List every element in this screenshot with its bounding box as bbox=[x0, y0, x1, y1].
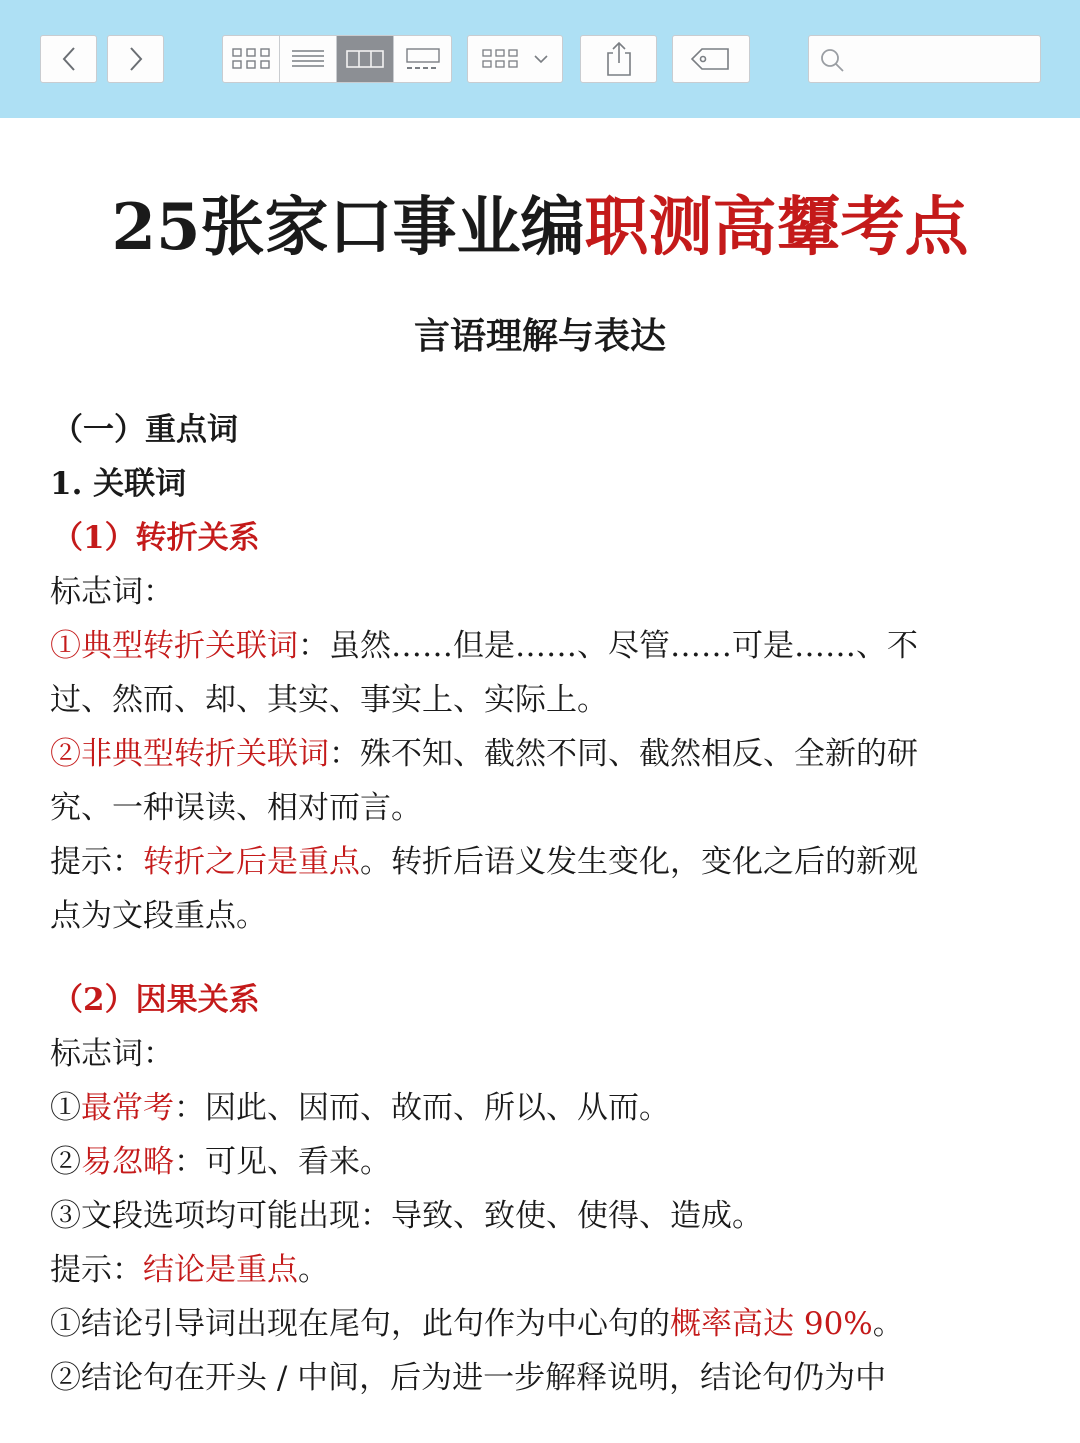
tip-highlight: 转折之后是重点 bbox=[143, 844, 360, 880]
heading-contrast: （1）转折关系 bbox=[52, 520, 260, 556]
back-button[interactable] bbox=[40, 35, 97, 83]
icon-view-button[interactable] bbox=[223, 36, 280, 82]
list-view-button[interactable] bbox=[280, 36, 337, 82]
document-page bbox=[0, 118, 1080, 1443]
paragraph-contrast-atypical bbox=[50, 727, 1035, 781]
paragraph-contrast-typical bbox=[50, 619, 1035, 673]
text-conclusion-end: ①结论引导词出现在尾句，此句作为中心句的 bbox=[50, 1306, 670, 1342]
label-signal-words-1: 标志词： bbox=[50, 574, 174, 610]
paragraph-most-tested bbox=[50, 1081, 1035, 1135]
list-view-icon bbox=[291, 47, 325, 71]
icon-grid-view-icon bbox=[231, 47, 271, 71]
label-signal-words-2: 标志词： bbox=[50, 1036, 174, 1072]
search-input[interactable] bbox=[853, 42, 1037, 78]
share-button[interactable] bbox=[580, 35, 657, 83]
paragraph-contrast-atypical-cont: 究、一种误读、相对而言。 bbox=[50, 790, 422, 826]
tip-end-2: 。 bbox=[298, 1252, 329, 1288]
tip-contrast-cont: 点为文段重点。 bbox=[50, 898, 267, 934]
heading-key-words: （一）重点词 bbox=[52, 412, 238, 448]
heading-conjunctions: 1. 关联词 bbox=[50, 466, 187, 502]
column-view-icon bbox=[345, 47, 385, 71]
paragraph-easy-miss bbox=[50, 1135, 1035, 1189]
text-most-tested: ：因此、因而、故而、所以、从而。 bbox=[174, 1090, 670, 1126]
tip-label: 提示： bbox=[50, 844, 143, 880]
title-black: 25张家口事业编 bbox=[111, 190, 585, 265]
toolbar bbox=[0, 0, 1080, 118]
num-2: ② bbox=[50, 1144, 81, 1180]
text-easy-miss: ：可见、看来。 bbox=[174, 1144, 391, 1180]
highlight-typical: ①典型转折关联词 bbox=[50, 628, 298, 664]
group-by-icon bbox=[479, 46, 551, 72]
highlight-probability: 概率高达 90% bbox=[670, 1306, 873, 1342]
group-by-button[interactable] bbox=[467, 35, 563, 83]
chevron-right-icon bbox=[126, 45, 146, 73]
tag-icon bbox=[690, 47, 732, 71]
tip-contrast bbox=[50, 835, 1035, 889]
highlight-atypical: ②非典型转折关联词 bbox=[50, 736, 329, 772]
gallery-view-button[interactable] bbox=[394, 36, 451, 82]
gallery-view-icon bbox=[403, 47, 443, 71]
num-1: ① bbox=[50, 1090, 81, 1126]
title-red: 职测高顰考点 bbox=[584, 190, 969, 265]
search-icon bbox=[819, 47, 845, 73]
paragraph-contrast-typical-cont: 过、然而、却、其实、事实上、实际上。 bbox=[50, 682, 608, 718]
tip-label-2: 提示： bbox=[50, 1252, 143, 1288]
highlight-most-tested: 最常考 bbox=[81, 1090, 174, 1126]
forward-button[interactable] bbox=[107, 35, 164, 83]
tip-conclusion bbox=[50, 1243, 1035, 1297]
page-title bbox=[0, 176, 1080, 268]
search-field[interactable] bbox=[808, 35, 1041, 83]
text-conclusion-end-punct: 。 bbox=[872, 1306, 904, 1342]
text-typical: ：虽然……但是……、尽管……可是……、不 bbox=[298, 628, 918, 664]
share-icon bbox=[604, 41, 634, 77]
paragraph-options: ③文段选项均可能出现：导致、致使、使得、造成。 bbox=[50, 1198, 763, 1234]
chevron-left-icon bbox=[59, 45, 79, 73]
text-atypical: ：殊不知、截然不同、截然相反、全新的研 bbox=[329, 736, 918, 772]
tip-highlight-2: 结论是重点 bbox=[143, 1252, 298, 1288]
heading-cause-effect: （2）因果关系 bbox=[52, 982, 260, 1018]
view-mode-switcher bbox=[222, 35, 452, 83]
highlight-easy-miss: 易忽略 bbox=[81, 1144, 174, 1180]
section-subtitle: 言语理解与表达 bbox=[413, 315, 666, 357]
column-view-button[interactable] bbox=[337, 36, 394, 82]
paragraph-conclusion-start: ②结论句在开头 / 中间，后为进一步解释说明，结论句仍为中 bbox=[50, 1360, 887, 1396]
tag-button[interactable] bbox=[672, 35, 750, 83]
tip-text: 。转折后语义发生变化，变化之后的新观 bbox=[360, 844, 918, 880]
paragraph-conclusion-end bbox=[50, 1297, 1035, 1351]
